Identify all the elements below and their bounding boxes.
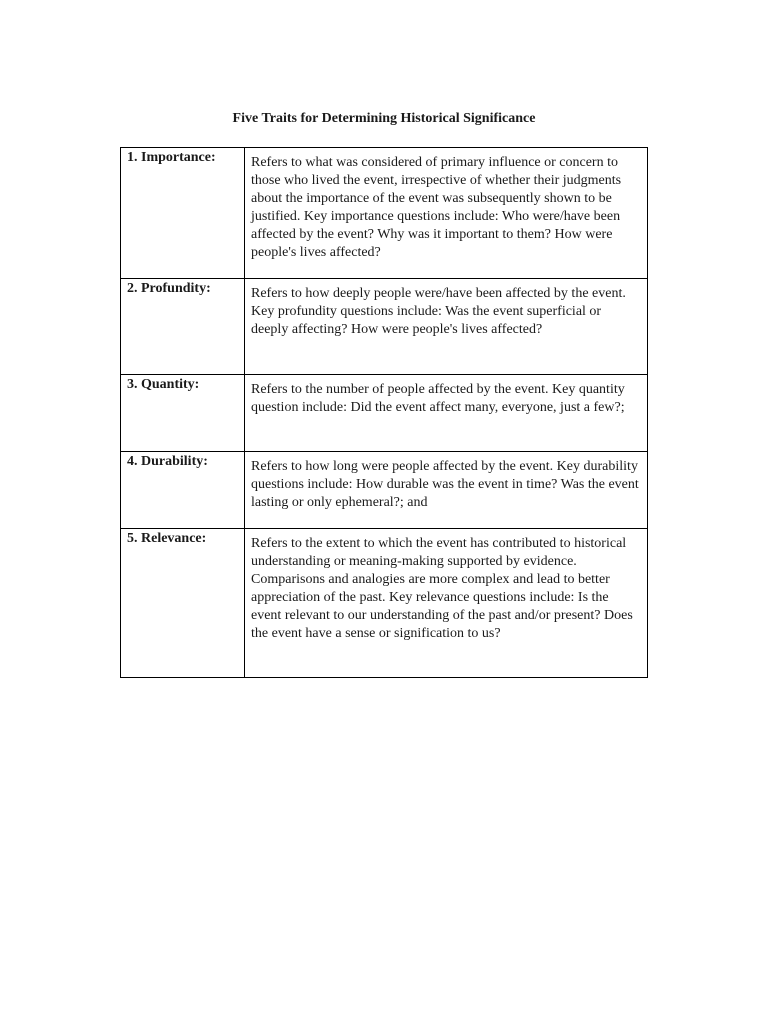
trait-description-durability: Refers to how long were people affected by the event. Key durability questions include: How durable was the event in time? Was the event lasting or only ephemeral?; and: [245, 452, 648, 529]
trait-label-importance: 1. Importance:: [121, 148, 245, 279]
traits-table: [120, 147, 648, 678]
table-row-durability: [121, 452, 648, 529]
table-row-profundity: [121, 279, 648, 375]
table-row-quantity: [121, 375, 648, 452]
table-row-relevance: [121, 529, 648, 678]
trait-label-relevance: 5. Relevance:: [121, 529, 245, 678]
trait-label-profundity: 2. Profundity:: [121, 279, 245, 375]
trait-description-importance: Refers to what was considered of primary influence or concern to those who lived the event, irrespective of whether their judgments about the importance of the event was subsequently shown to be justified. Key importance questions include: Who were/have been affected by the event? Why was it important to them? How were people's lives affected?: [245, 148, 648, 279]
trait-label-quantity: 3. Quantity:: [121, 375, 245, 452]
page-title: Five Traits for Determining Historical Significance: [232, 111, 536, 126]
trait-description-relevance: Refers to the extent to which the event has contributed to historical understanding or meaning-making supported by evidence. Comparisons and analogies are more complex and lead to better appreciation of the past. Key relevance questions include: Is the event relevant to our understanding of the past and/or present? Does the event have a sense or signification to us?: [245, 529, 648, 678]
trait-description-quantity: Refers to the number of people affected by the event. Key quantity question include: Did the event affect many, everyone, just a few?;: [245, 375, 648, 452]
trait-description-profundity: Refers to how deeply people were/have been affected by the event. Key profundity questions include: Was the event superficial or deeply affecting? How were people's lives affected?: [245, 279, 648, 375]
trait-label-durability: 4. Durability:: [121, 452, 245, 529]
table-row-importance: [121, 148, 648, 279]
